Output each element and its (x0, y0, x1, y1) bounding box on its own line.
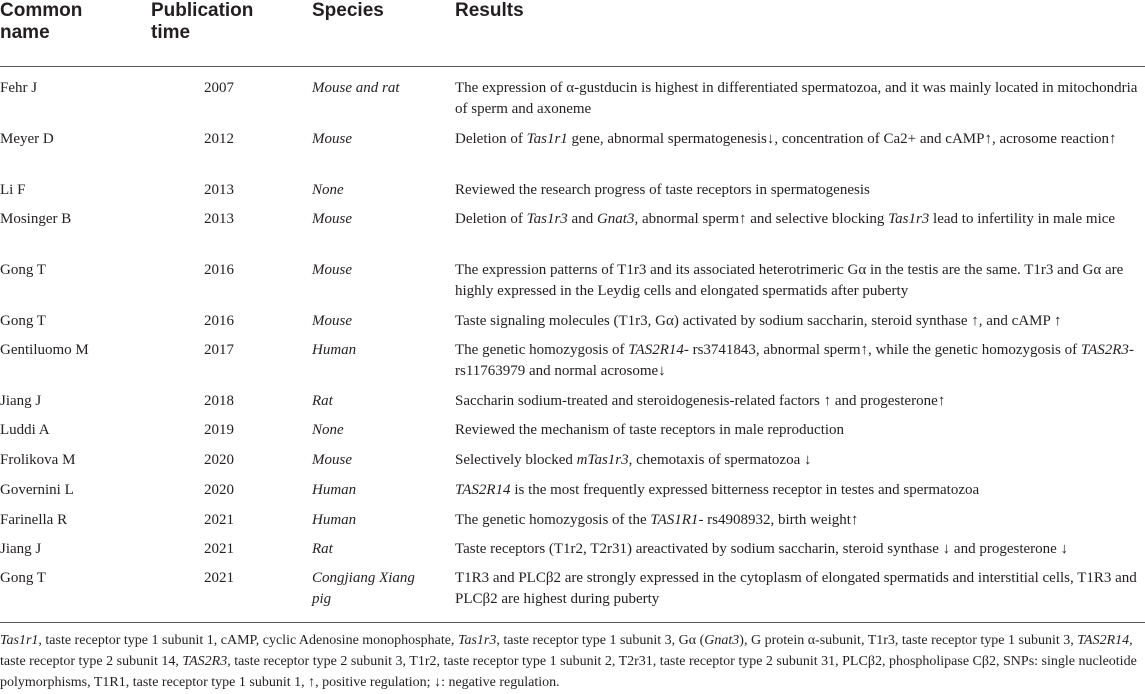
row-1-results: Deletion of Tas1r1 gene, abnormal spermatogenesis↓, concentration of Ca2+ and cAMP↑, acrosome reaction↑ (455, 131, 1117, 147)
table-bottom-rule (0, 622, 1145, 623)
header-publication-time-line2: time (151, 22, 191, 43)
row-8-common-name: Luddi A (0, 422, 50, 438)
row-11-publication-time: 2021 (204, 512, 234, 528)
row-2-common-name: Li F (0, 182, 26, 198)
row-7-results: Saccharin sodium-treated and steroidogenesis-related factors ↑ and progesterone↑ (455, 393, 946, 409)
header-divider (0, 66, 1145, 67)
row-11-species: Human (312, 512, 357, 528)
row-6-species: Human (312, 342, 357, 358)
row-9-species: Mouse (312, 452, 352, 468)
row-4-publication-time: 2016 (204, 262, 234, 278)
row-10-species: Human (312, 482, 357, 498)
header-publication-time-line1: Publication (151, 0, 254, 21)
row-13-publication-time: 2021 (204, 570, 234, 586)
row-0-results: The expression of α-gustducin is highest in differentiated spermatozoa, and it was mainly located in mitochondria of sperm and axoneme (455, 80, 1138, 117)
row-6-results: The genetic homozygosis of TAS2R14- rs3741843, abnormal sperm↑, while the genetic homozygosis of TAS2R3-rs11763979 and normal acrosome↓ (455, 342, 1134, 379)
row-2-results: Reviewed the research progress of taste receptors in spermatogenesis (455, 182, 870, 198)
row-10-results: TAS2R14 is the most frequently expressed bitterness receptor in testes and spermatozoa (455, 482, 980, 498)
row-4-results: The expression patterns of T1r3 and its associated heterotrimeric Gα in the testis are the same. T1r3 and Gα are highly expressed in the Leydig cells and elongated spermatids after puberty (455, 262, 1124, 299)
header-common-name-line1: Common (0, 0, 83, 21)
row-12-publication-time: 2021 (204, 541, 234, 557)
row-2-species: None (312, 182, 344, 198)
row-1-species: Mouse (312, 131, 352, 147)
row-13-species: Congjiang Xiang pig (312, 570, 415, 607)
row-11-results: The genetic homozygosis of the TAS1R1- rs4908932, birth weight↑ (455, 512, 859, 528)
row-7-publication-time: 2018 (204, 393, 234, 409)
row-5-common-name: Gong T (0, 313, 46, 329)
row-6-publication-time: 2017 (204, 342, 234, 358)
row-8-species: None (312, 422, 344, 438)
row-0-publication-time: 2007 (204, 80, 234, 96)
row-5-species: Mouse (312, 313, 352, 329)
row-7-common-name: Jiang J (0, 393, 42, 409)
row-13-common-name: Gong T (0, 570, 46, 586)
row-12-species: Rat (312, 541, 333, 557)
row-5-results: Taste signaling molecules (T1r3, Gα) activated by sodium saccharin, steroid synthase ↑, and cAMP ↑ (455, 313, 1062, 329)
row-3-publication-time: 2013 (204, 211, 234, 227)
row-9-publication-time: 2020 (204, 452, 234, 468)
row-11-common-name: Farinella R (0, 512, 68, 528)
header-common-name-line2: name (0, 22, 50, 43)
header-results: Results (455, 0, 524, 21)
row-3-species: Mouse (312, 211, 352, 227)
row-10-publication-time: 2020 (204, 482, 234, 498)
row-7-species: Rat (312, 393, 333, 409)
header-common-name (0, 0, 82, 44)
row-1-common-name: Meyer D (0, 131, 54, 147)
row-3-results: Deletion of Tas1r3 and Gnat3, abnormal sperm↑ and selective blocking Tas1r3 lead to infertility in male mice (455, 211, 1116, 227)
row-2-publication-time: 2013 (204, 182, 234, 198)
row-0-species: Mouse and rat (312, 80, 400, 96)
row-10-common-name: Governini L (0, 482, 74, 498)
row-8-results: Reviewed the mechanism of taste receptors in male reproduction (455, 422, 845, 438)
row-9-common-name: Frolikova M (0, 452, 76, 468)
row-4-common-name: Gong T (0, 262, 46, 278)
row-4-species: Mouse (312, 262, 352, 278)
row-9-results: Selectively blocked mTas1r3, chemotaxis of spermatozoa ↓ (455, 452, 812, 468)
row-0-common-name: Fehr J (0, 80, 38, 96)
table-footnote: Tas1r1, taste receptor type 1 subunit 1, cAMP, cyclic Adenosine monophosphate, Tas1r3, taste receptor type 1 subunit 3, Gα (Gnat3), G protein α-subunit, T1r3, taste receptor type 1 subunit 3, TAS2R14, taste receptor type 2 subunit 14, TAS2R3, taste receptor type 2 subunit 3, T1r2, taste receptor type 1 subunit 2, T2r31, taste receptor type 2 subunit 31, PLCβ2, phospholipase Cβ2, SNPs: single nucleotide polymorphisms, T1R1, taste receptor type 1 subunit 1, ↑, positive regulation; ↓: negative regulation. (0, 633, 1137, 690)
row-6-common-name: Gentiluomo M (0, 342, 89, 358)
row-5-publication-time: 2016 (204, 313, 234, 329)
header-species: Species (312, 0, 384, 21)
row-1-publication-time: 2012 (204, 131, 234, 147)
row-13-results: T1R3 and PLCβ2 are strongly expressed in the cytoplasm of elongated spermatids and interstitial cells, T1R3 and PLCβ2 are highest during puberty (455, 570, 1137, 607)
row-12-common-name: Jiang J (0, 541, 42, 557)
row-3-common-name: Mosinger B (0, 211, 72, 227)
row-8-publication-time: 2019 (204, 422, 234, 438)
header-publication-time (151, 0, 253, 44)
row-12-results: Taste receptors (T1r2, T2r31) areactivated by sodium saccharin, steroid synthase ↓ and progesterone ↓ (455, 541, 1069, 557)
